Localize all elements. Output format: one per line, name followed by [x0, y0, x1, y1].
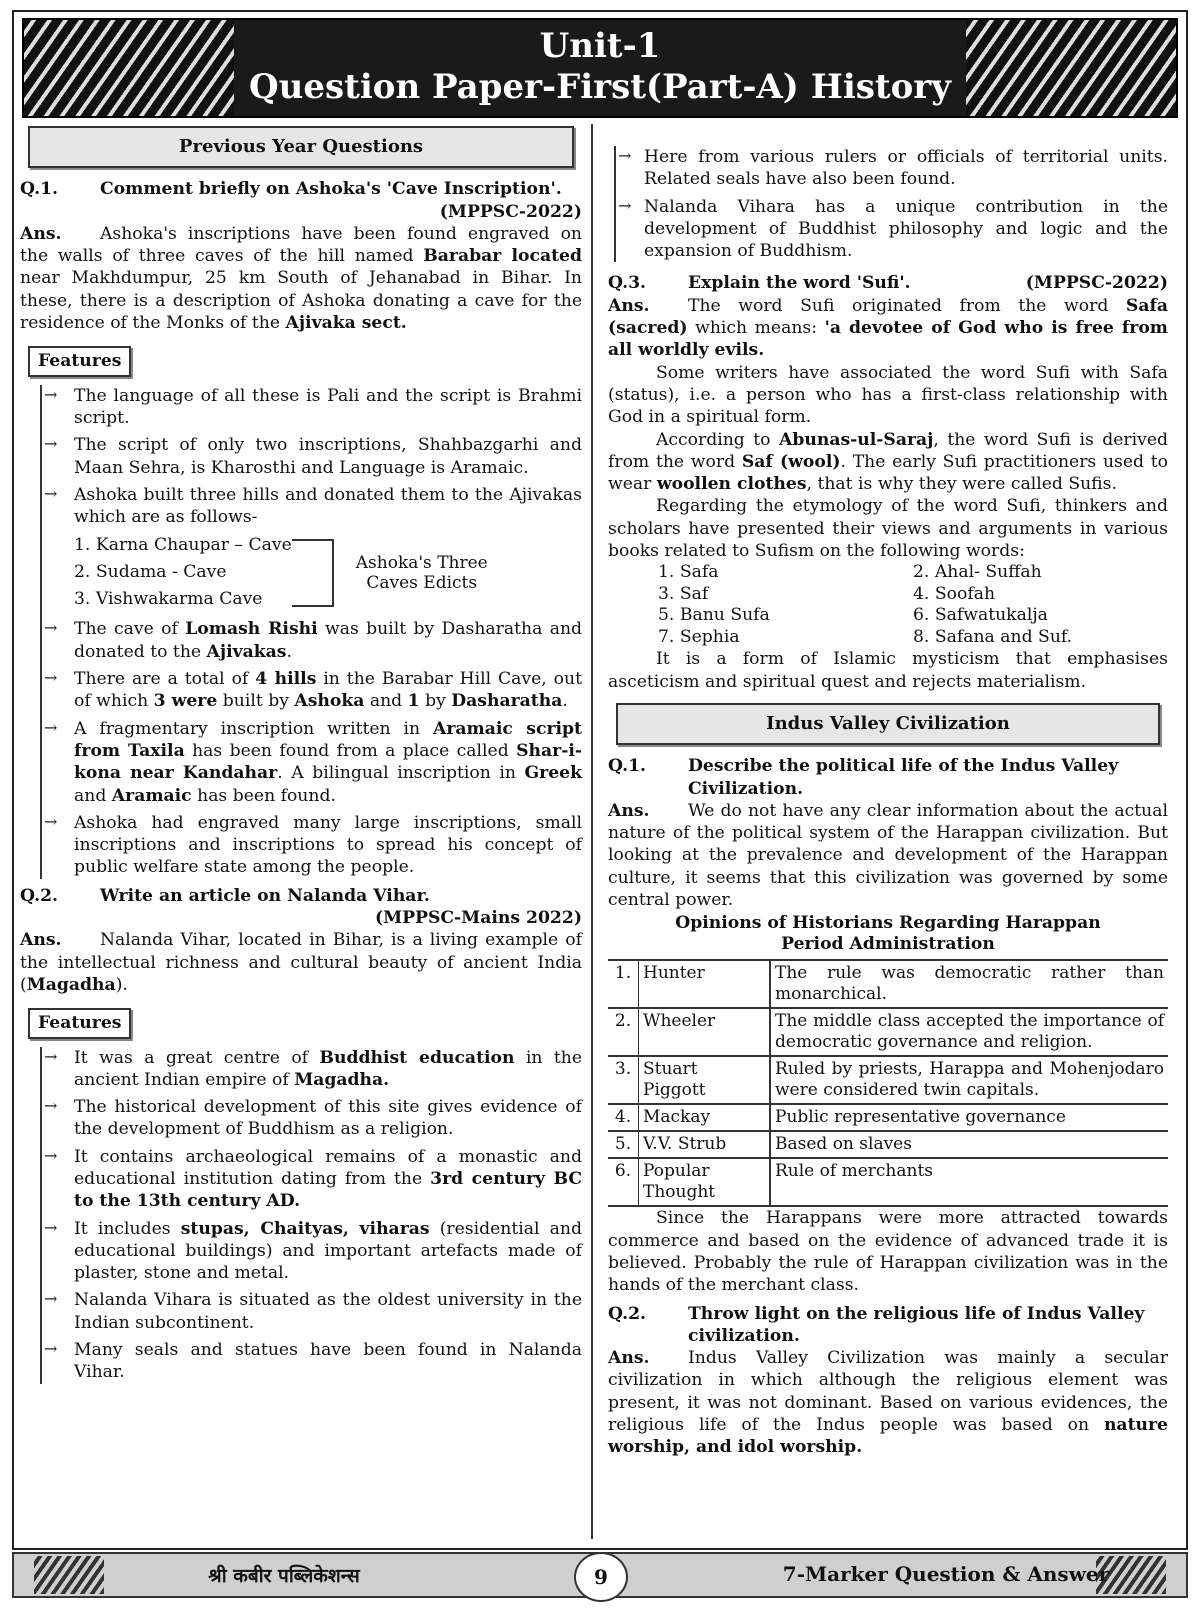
- answer-text: We do not have any clear information about the actual nature of the political system of the Harappan civilization. But looking at the prevalence and development of the Harappan culture, it seems that this civilization was governed by some central power.: [608, 800, 1168, 911]
- paragraph: [608, 429, 1168, 496]
- ivc-question-1: [608, 755, 1168, 800]
- footer-hatch-left: [34, 1556, 104, 1594]
- list-item: → Ashoka had engraved many large inscriptions, small inscriptions and inscriptions to spread his concept of public welfare state among the people.: [74, 812, 582, 879]
- question-source: (MPPSC-2022): [1025, 273, 1168, 294]
- bold-text: stupas, Chaityas, viharas: [180, 1218, 430, 1239]
- list-item: [74, 1218, 582, 1285]
- table-row: [608, 1131, 1168, 1158]
- ivc-question-2: [608, 1303, 1168, 1348]
- nalanda-continued-list: [614, 146, 1168, 262]
- section-heading-indus-valley: Indus Valley Civilization: [616, 703, 1160, 745]
- features-label: Features: [28, 346, 131, 376]
- text: and: [364, 691, 408, 712]
- opinion: The rule was democratic rather than monarchical.: [770, 960, 1168, 1008]
- text: .: [286, 641, 292, 662]
- row-number: 5.: [608, 1131, 639, 1158]
- unit-title: Unit-1: [539, 26, 661, 66]
- answer-label: Ans.: [608, 1348, 650, 1369]
- text: was built by Dasharatha and donated to the: [74, 619, 583, 662]
- list-item: 4. Soofah: [913, 583, 996, 604]
- question-source: (MPPSC-Mains 2022): [374, 908, 582, 929]
- caves-brace-label: Ashoka's Three Caves Edicts: [355, 552, 488, 593]
- historian: Hunter: [639, 960, 771, 1008]
- question-text: Describe the political life of the Indus Valley Civilization.: [688, 756, 1119, 799]
- list-item: 2. Ahal- Suffah: [913, 562, 1042, 583]
- list-item: → The language of all these is Pali and the script is Brahmi script.: [74, 385, 582, 430]
- features-list-q1: [40, 385, 582, 879]
- bold-text: Magadha.: [294, 1069, 390, 1090]
- historians-table: [608, 959, 1168, 1207]
- bold-text: Aramaic: [111, 785, 192, 806]
- list-item: → Many seals and statues have been found in Nalanda Vihar.: [74, 1339, 582, 1384]
- paragraph: Regarding the etymology of the word Sufi, thinkers and scholars have presented their views and arguments in various books related to Sufism on the following words:: [608, 496, 1168, 562]
- row-number: 4.: [608, 1104, 639, 1131]
- caves-brace: [292, 539, 334, 607]
- table-row: [608, 1104, 1168, 1131]
- bold-text: Abunas-ul-Saraj: [778, 429, 934, 450]
- answer-bold: Magadha: [26, 974, 116, 995]
- opinion: The middle class accepted the importance of democratic governance and religion.: [770, 1008, 1168, 1056]
- section-heading-previous-year: Previous Year Questions: [28, 126, 574, 168]
- text: , the word Sufi is derived from the word: [608, 429, 1168, 472]
- paragraph: Since the Harappans were more attracted towards commerce and based on the evidence of advanced trade it is believed. Probably the rule of Harappan civilization was in the hands of the merchant class.: [608, 1208, 1168, 1296]
- row-number: 3.: [608, 1056, 639, 1104]
- historian: Popular Thought: [639, 1158, 771, 1206]
- bold-text: Ashoka: [294, 691, 365, 712]
- bold-text: 3rd century BC to the 13th century AD.: [74, 1168, 582, 1212]
- banner-hatch-right: [966, 20, 1176, 116]
- text: It includes: [74, 1218, 181, 1239]
- answer-3: [608, 295, 1168, 362]
- list-item: 1. Safa: [658, 562, 719, 583]
- publisher-name: श्री कबीर पब्लिकेशन्स: [208, 1565, 360, 1587]
- bold-text: Greek: [524, 763, 582, 784]
- list-item: 3. Saf: [658, 583, 709, 604]
- list-item: [74, 718, 582, 807]
- table-title-line: Period Administration: [781, 934, 995, 955]
- question-text: Write an article on Nalanda Vihar.: [100, 885, 430, 906]
- text: has been found.: [191, 785, 336, 806]
- bold-text: Aramaic script from Taxila: [74, 718, 582, 761]
- answer-bold: 'a devotee of God who is free from all worldly evils.: [608, 318, 1168, 361]
- question-source: (MPPSC-2022): [439, 201, 582, 222]
- question-number: Q.2.: [20, 885, 59, 906]
- features-list-q2: [40, 1047, 582, 1384]
- bold-text: woollen clothes: [656, 474, 807, 495]
- bold-text: 1: [407, 691, 420, 712]
- list-item: [74, 618, 582, 663]
- opinion: Based on slaves: [770, 1131, 1168, 1158]
- opinion: Public representative governance: [770, 1104, 1168, 1131]
- paper-title: Question Paper-First(Part-A) History: [249, 67, 951, 107]
- answer-text: near Makhdumpur, 25 km South of Jehanabad in Bihar. In these, there is a description of Ashoka donating a cave for the residence of the Monks of the: [20, 268, 582, 334]
- question-text: Throw light on the religious life of Indus Valley civilization.: [688, 1303, 1145, 1346]
- text: . The early Sufi practitioners used to wear: [608, 451, 1168, 495]
- bold-text: 3 were: [153, 691, 218, 712]
- answer-text: Nalanda Vihar, located in Bihar, is a living example of the intellectual richness and cultural beauty of ancient India (: [20, 930, 582, 995]
- ivc-answer-2: [608, 1347, 1168, 1458]
- table-row: [608, 1158, 1168, 1206]
- page-number: 9: [574, 1552, 628, 1602]
- question-number: Q.2.: [608, 1303, 647, 1324]
- text: (residential and educational buildings) and important artefacts made of plaster, stone and metal.: [74, 1218, 582, 1284]
- text: , that is why they were called Sufis.: [806, 474, 1117, 495]
- question-number: Q.1.: [608, 756, 647, 777]
- text: . A bilingual inscription in: [277, 763, 525, 784]
- historian: Stuart Piggott: [639, 1056, 771, 1104]
- cave-item: 1. Karna Chaupar – Cave: [74, 535, 292, 556]
- list-item: → Nalanda Vihara is situated as the oldest university in the Indian subcontinent.: [74, 1289, 582, 1334]
- banner-hatch-left: [24, 20, 234, 116]
- cave-item: 3. Vishwakarma Cave: [74, 589, 263, 610]
- question-number: Q.1.: [20, 179, 59, 200]
- text: and: [74, 785, 112, 806]
- caves-list: [74, 532, 292, 613]
- ivc-answer-1: [608, 800, 1168, 911]
- answer-text: Indus Valley Civilization was mainly a secular civilization in which although the religious element was present, it was not dominant. Based on various evidences, the religious life of the Indus people was based on: [608, 1348, 1168, 1435]
- list-item-text: Ashoka built three hills and donated them to the Ajivakas which are as follows-: [74, 484, 582, 528]
- bold-text: Saf (wool): [741, 451, 841, 472]
- row-number: 1.: [608, 960, 639, 1008]
- list-item: [74, 668, 582, 713]
- sufi-words-list: [658, 562, 1168, 648]
- right-column: [608, 126, 1168, 1459]
- list-item: → The historical development of this site gives evidence of the development of Buddhism as a religion.: [74, 1096, 582, 1141]
- bold-text: Dasharatha: [451, 691, 563, 712]
- text: There are a total of: [74, 669, 256, 690]
- answer-text: ).: [115, 974, 128, 995]
- answer-2: [20, 929, 582, 996]
- page-footer: [12, 1552, 1188, 1598]
- text: It was a great centre of: [74, 1047, 320, 1068]
- answer-label: Ans.: [608, 295, 650, 316]
- table-title-line: Opinions of Historians Regarding Harappan: [675, 913, 1101, 934]
- answer-label: Ans.: [20, 223, 62, 244]
- answer-text: which means:: [687, 318, 825, 339]
- question-text: Comment briefly on Ashoka's 'Cave Inscription'.: [100, 179, 562, 200]
- question-1: [20, 178, 582, 200]
- row-number: 2.: [608, 1008, 639, 1056]
- answer-bold: Ajivaka sect.: [285, 313, 407, 334]
- paragraph: It is a form of Islamic mysticism that emphasises asceticism and spiritual quest and rejects materialism.: [608, 649, 1168, 692]
- answer-label: Ans.: [20, 930, 62, 951]
- bold-text: Ajivakas: [206, 641, 287, 662]
- answer-label: Ans.: [608, 800, 650, 821]
- text: The cave of: [74, 619, 186, 640]
- bold-text: 4 hills: [255, 669, 317, 690]
- list-item: [74, 1146, 582, 1213]
- answer-bold: Barabar located: [423, 246, 582, 267]
- table-row: [608, 960, 1168, 1008]
- list-item: 6. Safwatukalja: [913, 605, 1048, 626]
- answer-bold: Safa (sacred): [608, 295, 1168, 339]
- list-item: 7. Sephia: [658, 626, 740, 647]
- banner-text: [214, 20, 986, 116]
- answer-text: Ashoka's inscriptions have been found engraved on the walls of three caves of the hill named: [20, 223, 582, 267]
- list-item: 5. Banu Sufa: [658, 605, 770, 626]
- text: According to: [656, 429, 779, 450]
- column-divider: [591, 124, 593, 1539]
- question-text: Explain the word 'Sufi'.: [688, 273, 911, 294]
- table-row: [608, 1008, 1168, 1056]
- list-item: → The script of only two inscriptions, Shahbazgarhi and Maan Sehra, is Kharosthi and Language is Aramaic.: [74, 434, 582, 479]
- row-number: 6.: [608, 1158, 639, 1206]
- paragraph: Some writers have associated the word Sufi with Safa (status), i.e. a person who has a first-class relationship with God in a spiritual form.: [608, 362, 1168, 428]
- title-banner: [22, 18, 1178, 118]
- historian: Mackay: [639, 1104, 771, 1131]
- list-item: → Here from various rulers or officials of territorial units. Related seals have also been found.: [644, 146, 1168, 191]
- text: in the ancient Indian empire of: [74, 1047, 582, 1090]
- text: .: [562, 691, 568, 712]
- list-item: 8. Safana and Suf.: [913, 626, 1073, 647]
- text: A fragmentary inscription written in: [74, 718, 434, 739]
- caves-group: [74, 532, 582, 613]
- list-item: → Nalanda Vihara has a unique contribution in the development of Buddhist philosophy and logic and the expansion of Buddhism.: [644, 196, 1168, 263]
- text: It contains archaeological remains of a monastic and educational institution dating from the: [74, 1146, 582, 1189]
- opinion: Ruled by priests, Harappa and Mohenjodaro were considered twin capitals.: [770, 1056, 1168, 1104]
- question-2: [20, 885, 582, 907]
- bold-text: Buddhist education: [319, 1047, 515, 1068]
- text: built by: [217, 691, 295, 712]
- text: by: [419, 691, 452, 712]
- historian: Wheeler: [639, 1008, 771, 1056]
- features-label: Features: [28, 1008, 131, 1038]
- bold-text: Shar-i-kona near Kandahar: [74, 740, 582, 784]
- book-title: 7-Marker Question & Answer: [782, 1562, 1110, 1586]
- answer-1: [20, 223, 582, 334]
- opinion: Rule of merchants: [770, 1158, 1168, 1206]
- text: in the Barabar Hill Cave, out of which: [74, 669, 583, 712]
- bold-text: Lomash Rishi: [185, 619, 318, 640]
- list-item: [74, 1047, 582, 1092]
- question-number: Q.3.: [608, 273, 647, 294]
- text: has been found from a place called: [184, 740, 517, 761]
- table-title: [608, 913, 1168, 955]
- left-column: [20, 126, 582, 1389]
- list-item: [74, 484, 582, 614]
- cave-item: 2. Sudama - Cave: [74, 562, 227, 583]
- question-3: [608, 272, 1168, 294]
- historian: V.V. Strub: [639, 1131, 771, 1158]
- table-row: [608, 1056, 1168, 1104]
- answer-bold: nature worship, and idol worship.: [608, 1414, 1168, 1458]
- answer-text: The word Sufi originated from the word: [688, 295, 1126, 316]
